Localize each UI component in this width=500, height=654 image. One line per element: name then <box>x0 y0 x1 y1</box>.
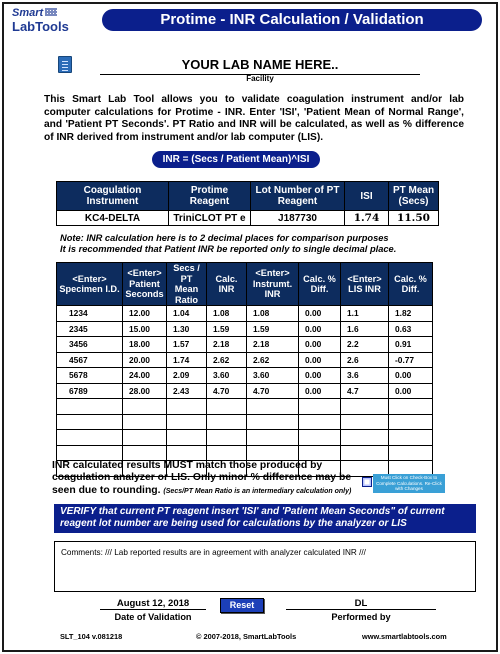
lis-inr-cell[interactable] <box>341 445 389 461</box>
table-row <box>57 414 433 430</box>
calc-diff-instrument-cell <box>299 399 341 415</box>
ratio-cell <box>167 399 207 415</box>
ratio-cell: 1.57 <box>167 337 207 353</box>
table-row <box>57 337 433 353</box>
intro-text: This Smart Lab Tool allows you to validate coagulation instrument and/or lab computer calculations for Protime - INR. Enter 'ISI', 'Patient Mean of Normal Range', and 'Patient PT Seconds'. PT Ratio and INR will be calculated, as well as % difference of INR derived from instrument and/or lab computer (LIS). <box>44 94 464 143</box>
calculate-checkbox[interactable] <box>362 477 372 487</box>
calc-inr-cell <box>207 399 247 415</box>
calc-inr-cell <box>207 430 247 446</box>
calc-diff-lis-cell <box>389 430 433 446</box>
table-row <box>57 352 433 368</box>
calc-diff-lis-cell: 0.00 <box>389 368 433 384</box>
header-instrument-inr: <Enter> Instrumt. INR <box>247 263 299 306</box>
header-calc-diff-lis: Calc. % Diff. <box>389 263 433 306</box>
lis-inr-cell[interactable]: 1.1 <box>341 306 389 322</box>
patient-seconds-cell[interactable] <box>123 445 167 461</box>
calc-inr-cell <box>207 414 247 430</box>
calc-diff-lis-cell: 0.63 <box>389 321 433 337</box>
lis-inr-cell[interactable] <box>341 399 389 415</box>
lis-inr-cell[interactable]: 3.6 <box>341 368 389 384</box>
calc-diff-instrument-cell <box>299 430 341 446</box>
rounding-note <box>60 233 470 255</box>
instrument-inr-cell[interactable] <box>247 445 299 461</box>
header-protime-reagent: Protime Reagent <box>169 182 251 211</box>
smartlabtools-logo <box>12 6 74 34</box>
reagent-input[interactable]: TriniCLOT PT e <box>169 211 251 226</box>
ratio-cell <box>167 430 207 446</box>
instrument-inr-cell[interactable]: 4.70 <box>247 383 299 399</box>
calc-inr-cell: 1.08 <box>207 306 247 322</box>
inr-formula-badge: INR = (Secs / Patient Mean)^ISI <box>152 151 320 168</box>
version-label: SLT_104 v.081218 <box>60 632 123 641</box>
header-isi: ISI <box>345 182 389 211</box>
lot-number-input[interactable]: J187730 <box>251 211 345 226</box>
patient-seconds-cell[interactable]: 12.00 <box>123 306 167 322</box>
ratio-cell: 2.09 <box>167 368 207 384</box>
website-link[interactable]: www.smartlabtools.com <box>362 632 447 641</box>
ratio-cell: 1.74 <box>167 352 207 368</box>
calc-inr-cell <box>207 445 247 461</box>
calc-diff-lis-cell <box>389 399 433 415</box>
isi-input[interactable]: 1.74 <box>345 211 389 226</box>
header-pt-mean: PT Mean (Secs) <box>389 182 439 211</box>
specimen-id-cell[interactable]: 1234 <box>57 306 123 322</box>
inr-data-table <box>56 262 433 477</box>
lis-inr-cell[interactable] <box>341 430 389 446</box>
header-coagulation-instrument: Coagulation Instrument <box>57 182 169 211</box>
lis-inr-cell[interactable] <box>341 414 389 430</box>
header-ratio: Secs / PT Mean Ratio <box>167 263 207 306</box>
patient-seconds-cell[interactable]: 18.00 <box>123 337 167 353</box>
patient-seconds-cell[interactable] <box>123 430 167 446</box>
ratio-cell <box>167 445 207 461</box>
calc-inr-cell: 2.62 <box>207 352 247 368</box>
specimen-id-cell[interactable]: 4567 <box>57 352 123 368</box>
instrument-input[interactable]: KC4-DELTA <box>57 211 169 226</box>
lis-inr-cell[interactable]: 4.7 <box>341 383 389 399</box>
ratio-cell: 1.30 <box>167 321 207 337</box>
verify-banner: VERIFY that current PT reagent insert 'ISI' and 'Patient Mean Seconds" of current reagent lot number are being used for calculations by the analyzer or LIS <box>54 504 476 533</box>
instrument-inr-cell[interactable]: 3.60 <box>247 368 299 384</box>
calc-diff-instrument-cell: 0.00 <box>299 383 341 399</box>
instrument-inr-cell[interactable] <box>247 399 299 415</box>
patient-seconds-cell[interactable]: 15.00 <box>123 321 167 337</box>
specimen-id-cell[interactable] <box>57 399 123 415</box>
header-lis-inr: <Enter> LIS INR <box>341 263 389 306</box>
header-specimen-id: <Enter> Specimen I.D. <box>57 263 123 306</box>
performed-by-field[interactable]: DL <box>286 598 436 610</box>
calc-diff-instrument-cell: 0.00 <box>299 337 341 353</box>
calc-diff-lis-cell <box>389 414 433 430</box>
performed-by-label: Performed by <box>331 612 391 622</box>
instrument-inr-cell[interactable]: 2.18 <box>247 337 299 353</box>
instrument-inr-cell[interactable] <box>247 414 299 430</box>
table-row <box>57 383 433 399</box>
specimen-id-cell[interactable] <box>57 414 123 430</box>
header-lot-number: Lot Number of PT Reagent <box>251 182 345 211</box>
specimen-id-cell[interactable]: 5678 <box>57 368 123 384</box>
header-calc-inr: Calc. INR <box>207 263 247 306</box>
calc-diff-instrument-cell <box>299 414 341 430</box>
ratio-cell: 2.43 <box>167 383 207 399</box>
reagent-info-table <box>56 181 439 226</box>
note-line-1: Note: INR calculation here is to 2 decimal places for comparison purposes <box>60 233 389 243</box>
checkbox-instruction: Must Click on Check-Box to Complete Calculations. Re-Click with Changes <box>373 474 445 493</box>
calc-diff-lis-cell: 0.91 <box>389 337 433 353</box>
instrument-inr-cell[interactable]: 1.59 <box>247 321 299 337</box>
lis-inr-cell[interactable]: 1.6 <box>341 321 389 337</box>
specimen-id-cell[interactable]: 3456 <box>57 337 123 353</box>
match-warning-text: INR calculated results MUST match those produced by coagulation analyzer or LIS. Only minor % difference may be seen due to rounding. <box>52 460 352 496</box>
validation-date-field[interactable]: August 12, 2018 <box>100 598 206 610</box>
calc-inr-cell: 3.60 <box>207 368 247 384</box>
patient-seconds-cell[interactable] <box>123 414 167 430</box>
logo-text-labtools: LabTools <box>12 19 69 34</box>
comments-field[interactable]: Comments: /// Lab reported results are in agreement with analyzer calculated INR /// <box>54 541 476 592</box>
table-row <box>57 321 433 337</box>
ratio-cell: 1.04 <box>167 306 207 322</box>
calc-inr-cell: 1.59 <box>207 321 247 337</box>
patient-seconds-cell[interactable]: 24.00 <box>123 368 167 384</box>
table-row <box>57 368 433 384</box>
calc-diff-lis-cell <box>389 445 433 461</box>
note-line-2: It is recommended that Patient INR be reported only to single decimal place. <box>60 244 397 254</box>
lab-name-field[interactable]: YOUR LAB NAME HERE.. <box>100 57 420 75</box>
ratio-footnote: (Secs/PT Mean Ratio is an intermediary calculation only) <box>163 487 352 495</box>
specimen-id-cell[interactable]: 2345 <box>57 321 123 337</box>
copyright-label: © 2007-2018, SmartLabTools <box>196 632 297 641</box>
instrument-inr-cell[interactable]: 1.08 <box>247 306 299 322</box>
specimen-id-cell[interactable]: 6789 <box>57 383 123 399</box>
specimen-id-cell[interactable] <box>57 430 123 446</box>
header-patient-seconds: <Enter> Patient Seconds <box>123 263 167 306</box>
lis-inr-cell[interactable]: 2.2 <box>341 337 389 353</box>
document-icon[interactable] <box>58 56 72 73</box>
validation-date-label: Date of Validation <box>114 612 192 622</box>
lis-inr-cell[interactable]: 2.6 <box>341 352 389 368</box>
page-title: Protime - INR Calculation / Validation <box>102 9 482 31</box>
logo-text-smart: Smart <box>12 7 44 19</box>
table-row <box>57 399 433 415</box>
patient-seconds-cell[interactable]: 28.00 <box>123 383 167 399</box>
calc-diff-instrument-cell <box>299 445 341 461</box>
calc-diff-lis-cell: 1.82 <box>389 306 433 322</box>
ratio-cell <box>167 414 207 430</box>
calc-diff-instrument-cell: 0.00 <box>299 321 341 337</box>
pt-mean-input[interactable]: 11.50 <box>389 211 439 226</box>
calc-diff-instrument-cell: 0.00 <box>299 352 341 368</box>
calc-diff-lis-cell: -0.77 <box>389 352 433 368</box>
header-calc-diff-instrument: Calc. % Diff. <box>299 263 341 306</box>
table-row <box>57 430 433 446</box>
patient-seconds-cell[interactable] <box>123 399 167 415</box>
reset-button[interactable]: Reset <box>220 598 264 613</box>
patient-seconds-cell[interactable]: 20.00 <box>123 352 167 368</box>
table-row <box>57 306 433 322</box>
match-warning <box>52 460 368 498</box>
calc-diff-lis-cell: 0.00 <box>389 383 433 399</box>
calc-inr-cell: 2.18 <box>207 337 247 353</box>
calc-inr-cell: 4.70 <box>207 383 247 399</box>
facility-label: Facility <box>246 74 274 83</box>
calc-diff-instrument-cell: 0.00 <box>299 306 341 322</box>
logo-grid-icon <box>45 8 57 16</box>
specimen-id-cell[interactable] <box>57 445 123 461</box>
table-row <box>57 445 433 461</box>
instrument-inr-cell[interactable] <box>247 430 299 446</box>
calc-diff-instrument-cell: 0.00 <box>299 368 341 384</box>
instrument-inr-cell[interactable]: 2.62 <box>247 352 299 368</box>
